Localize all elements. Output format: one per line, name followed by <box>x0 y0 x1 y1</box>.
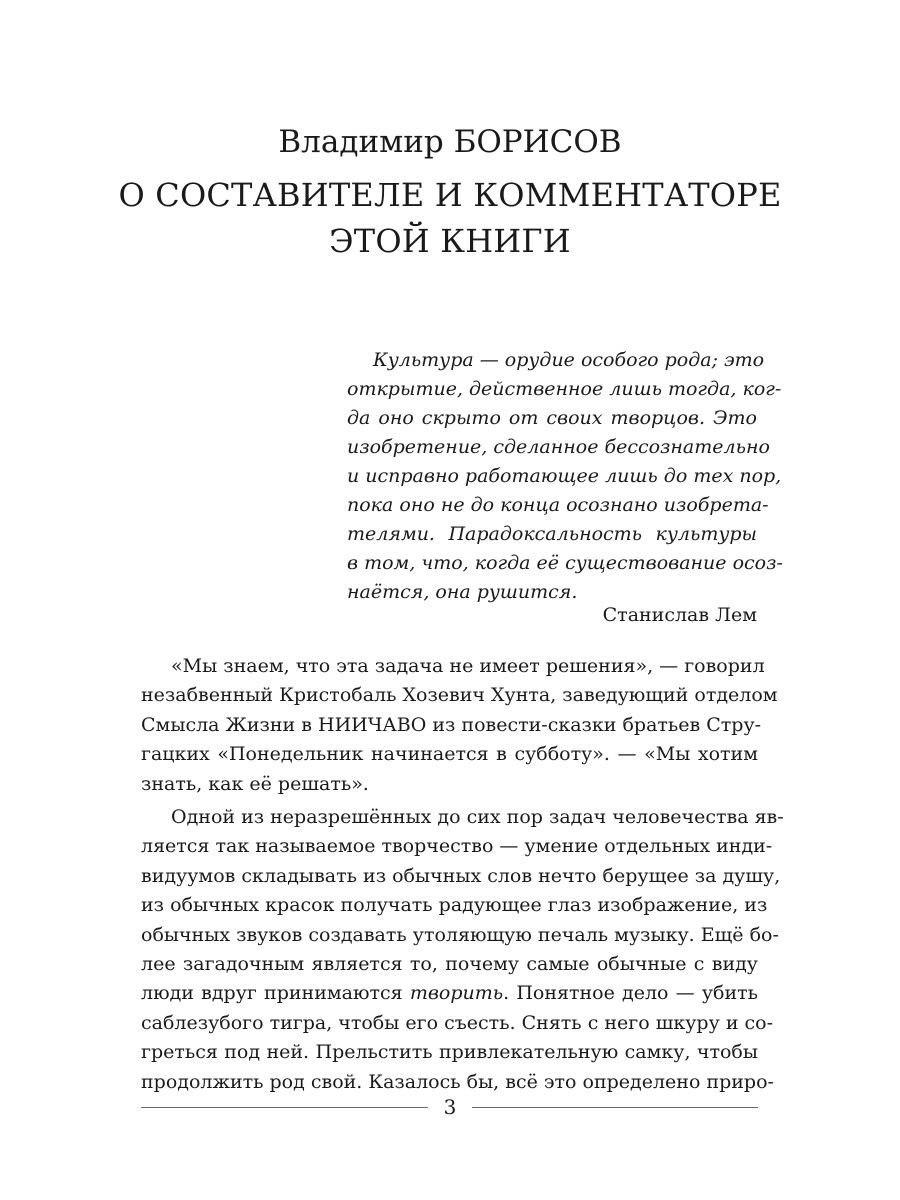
page-number: 3 <box>443 1095 457 1119</box>
chapter-title-line-2: ЭТОЙ КНИГИ <box>329 222 571 260</box>
body-line: греться под ней. Прельстить привлекательную самку, чтобы <box>141 1041 758 1064</box>
body-line: гацких «Понедельник начинается в субботу». — «Мы хотим <box>141 743 758 766</box>
body-line: лее загадочным является то, почему самые обычные с виду <box>141 953 758 976</box>
body-line: знать, как её решать». <box>141 772 369 795</box>
body-line: незабвенный Кристобаль Хозевич Хунта, заведующий отделом <box>141 684 778 707</box>
epigraph-line: Культура — орудие особого рода; это <box>373 349 765 371</box>
chapter-title <box>0 172 900 264</box>
chapter-title-line-1: О СОСТАВИТЕЛЕ И КОММЕНТАТОРЕ <box>118 176 782 214</box>
body-line-start: люди вдруг принимаются <box>141 982 410 1005</box>
body-text <box>141 652 784 1097</box>
epigraph-line: да оно скрыто от своих творцов. Это <box>347 407 757 429</box>
italic-emphasis: творить <box>409 982 504 1005</box>
epigraph-line: пока оно не до конца осознано изобрета- <box>347 494 769 516</box>
author-name: Владимир БОРИСОВ <box>278 124 622 160</box>
epigraph-line: в том, что, когда её существование осоз- <box>347 552 783 574</box>
epigraph-attribution: Станислав Лем <box>602 604 757 626</box>
epigraph-line: открытие, действенное лишь тогда, ког- <box>347 378 782 400</box>
epigraph-line: и исправно работающее лишь до тех пор, <box>347 465 782 487</box>
epigraph-line: телями. Парадоксальность культуры <box>347 523 757 545</box>
epigraph <box>347 346 783 607</box>
epigraph-line: изобретение, сделанное бессознательно <box>347 436 770 458</box>
body-line: ляется так называемое творчество — умение отдельных инди- <box>141 835 773 858</box>
body-line: «Мы знаем, что эта задача не имеет решения», — говорил <box>171 655 765 677</box>
body-line: саблезубого тигра, чтобы его съесть. Снять с него шкуру и со- <box>141 1011 774 1034</box>
body-line: Смысла Жизни в НИИЧАВО из повести-сказки братьев Стру- <box>141 713 762 736</box>
body-line: продолжить род свой. Казалось бы, всё это определено приро- <box>141 1070 774 1093</box>
body-line: обычных звуков создавать утоляющую печаль музыку. Ещё бо- <box>141 923 779 946</box>
body-line-rest: . Понятное дело — убить <box>503 982 758 1005</box>
body-line <box>141 979 758 1008</box>
epigraph-line: наётся, она рушится. <box>347 581 578 603</box>
body-line: Одной из неразрешённых до сих пор задач человечества яв- <box>171 806 784 829</box>
footer-rule-right <box>472 1107 758 1108</box>
body-line: из обычных красок получать радующее глаз изображение, из <box>141 894 768 917</box>
body-line: видуумов складывать из обычных слов нечто берущее за душу, <box>141 864 781 887</box>
footer-rule-left <box>141 1107 428 1108</box>
